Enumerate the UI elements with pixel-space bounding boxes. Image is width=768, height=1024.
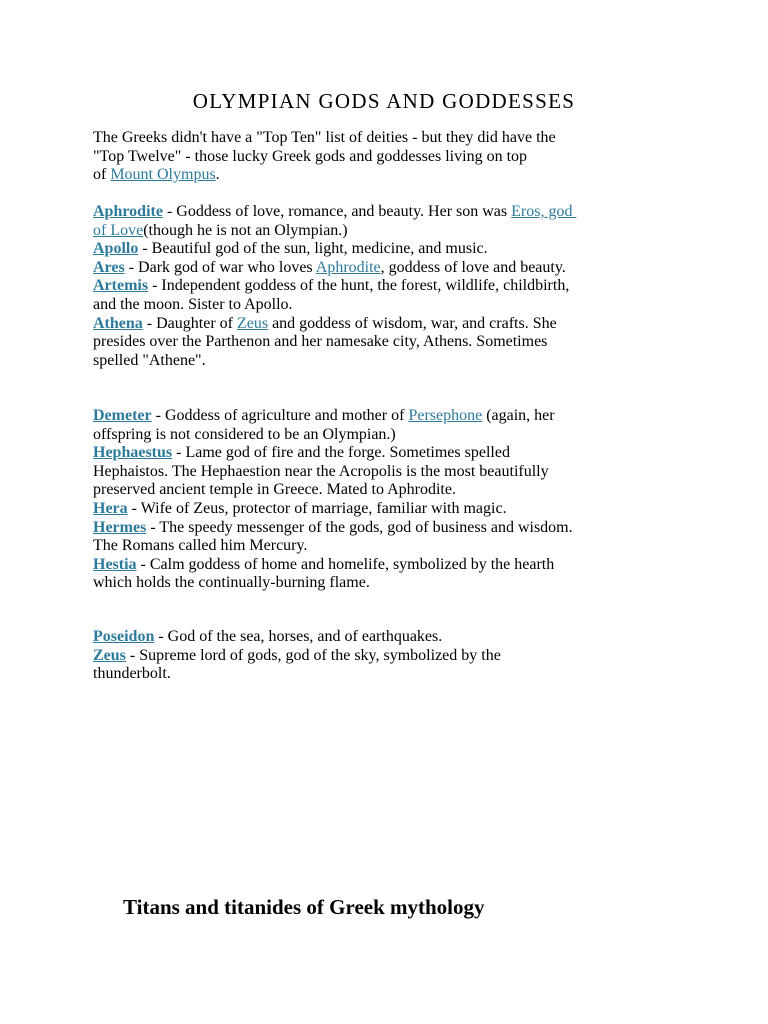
text-line [93, 352, 753, 371]
entry-athena [93, 315, 753, 371]
description-text: (though he is not an Olympian.) [143, 221, 348, 239]
text-line [93, 647, 753, 666]
god-name-link-athena[interactable]: Athena [93, 314, 143, 332]
description-text: thunderbolt. [93, 665, 171, 683]
text-line [93, 537, 753, 556]
description-text: spelled "Athene". [93, 351, 206, 369]
god-name-link-poseidon[interactable]: Poseidon [93, 628, 155, 645]
entry-hephaestus [93, 444, 753, 500]
text-line [93, 333, 753, 352]
god-name-link-hera[interactable]: Hera [93, 499, 128, 517]
entry-hermes [93, 519, 753, 556]
text-line [93, 426, 753, 445]
text-line [93, 240, 753, 259]
link-eros-god[interactable]: Eros, god [511, 203, 577, 220]
god-name-link-apollo[interactable]: Apollo [93, 240, 139, 258]
text-line [93, 277, 753, 296]
text-line [93, 148, 753, 167]
link-mount-olympus[interactable]: Mount Olympus [110, 166, 216, 184]
olympians-list-part-2 [93, 407, 753, 593]
description-text: - Daughter of [142, 314, 237, 332]
description-text: and the moon. Sister to Apollo. [93, 295, 293, 313]
description-text: offspring is not considered to be an Olympian.) [93, 425, 396, 443]
text-line [93, 665, 753, 684]
intro-paragraph [93, 129, 753, 185]
text-line [93, 444, 753, 463]
god-name-link-hephaestus[interactable]: Hephaestus [93, 444, 173, 462]
god-name-link-artemis[interactable]: Artemis [93, 277, 149, 295]
description-text: . [215, 166, 220, 184]
text-line [93, 315, 753, 334]
description-text: - Goddess of agriculture and mother of [151, 407, 409, 424]
link-persephone[interactable]: Persephone [408, 407, 483, 424]
entry-apollo [93, 240, 753, 259]
god-name-link-zeus[interactable]: Zeus [93, 646, 126, 664]
text-line [93, 203, 753, 222]
text-line [93, 259, 753, 278]
link-aphrodite[interactable]: Aphrodite [315, 258, 381, 276]
description-text: of [93, 166, 111, 184]
description-text: - Calm goddess of home and homelife, symbolized by the hearth [136, 555, 555, 573]
link-zeus[interactable]: Zeus [236, 314, 269, 332]
olympians-list-part-3 [93, 628, 753, 684]
intro-entry [93, 129, 753, 185]
description-text: - Goddess of love, romance, and beauty. Her son was [162, 203, 512, 220]
god-name-link-hermes[interactable]: Hermes [93, 518, 147, 536]
description-text: (again, her [482, 407, 555, 424]
entry-artemis [93, 277, 753, 314]
description-text: The Romans called him Mercury. [93, 537, 308, 555]
description-text: , goddess of love and beauty. [380, 258, 566, 276]
text-line [93, 129, 753, 148]
text-line [93, 463, 753, 482]
titans-heading: Titans and titanides of Greek mythology [123, 895, 485, 919]
text-line [93, 166, 753, 185]
entry-aphrodite [93, 203, 753, 240]
text-line [93, 222, 753, 241]
text-line [93, 574, 753, 593]
entry-hestia [93, 556, 753, 593]
description-text: - Beautiful god of the sun, light, medicine, and music. [138, 240, 488, 258]
god-name-link-demeter[interactable]: Demeter [93, 407, 152, 424]
text-line [93, 407, 753, 426]
description-text: - The speedy messenger of the gods, god of business and wisdom. [146, 518, 573, 536]
text-line [93, 481, 753, 500]
description-text: and goddess of wisdom, war, and crafts. She [268, 314, 557, 332]
god-name-link-aphrodite[interactable]: Aphrodite [93, 203, 163, 220]
description-text: - Dark god of war who loves [124, 258, 316, 276]
description-text: "Top Twelve" - those lucky Greek gods and goddesses living on top [93, 147, 528, 165]
description-text: - Supreme lord of gods, god of the sky, symbolized by the [125, 646, 501, 664]
text-line [93, 500, 753, 519]
description-text: - Lame god of fire and the forge. Sometimes spelled [172, 444, 510, 462]
description-text: Hephaistos. The Hephaestion near the Acropolis is the most beautifully [93, 462, 549, 480]
link-of-love[interactable]: of Love [93, 221, 144, 239]
text-line [93, 296, 753, 315]
olympians-list-part-1 [93, 203, 753, 370]
description-text: preserved ancient temple in Greece. Mated to Aphrodite. [93, 481, 456, 499]
text-line [93, 628, 753, 647]
entry-ares [93, 259, 753, 278]
description-text: - Wife of Zeus, protector of marriage, familiar with magic. [127, 499, 507, 517]
entry-hera [93, 500, 753, 519]
description-text: The Greeks didn't have a "Top Ten" list of deities - but they did have the [93, 129, 556, 146]
entry-poseidon [93, 628, 753, 647]
description-text: which holds the continually-burning flame. [93, 574, 370, 592]
description-text: presides over the Parthenon and her namesake city, Athens. Sometimes [93, 333, 548, 351]
god-name-link-ares[interactable]: Ares [93, 258, 125, 276]
description-text: - God of the sea, horses, and of earthquakes. [154, 628, 443, 645]
description-text: - Independent goddess of the hunt, the forest, wildlife, childbirth, [148, 277, 570, 295]
page-title: OLYMPIAN GODS AND GODDESSES [192, 89, 576, 113]
entry-demeter [93, 407, 753, 444]
text-line [93, 519, 753, 538]
entry-zeus [93, 647, 753, 684]
god-name-link-hestia[interactable]: Hestia [93, 555, 137, 573]
text-line [93, 556, 753, 575]
